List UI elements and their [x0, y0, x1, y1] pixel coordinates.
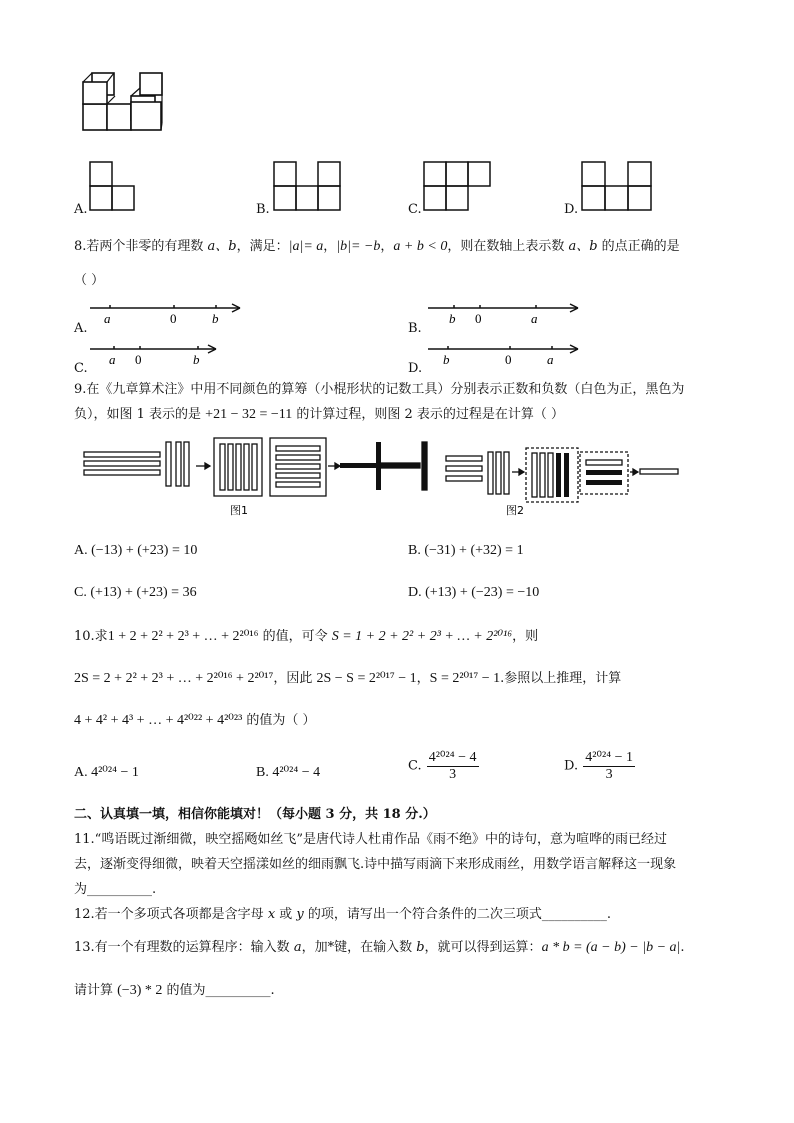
q10-line3: [74, 712, 316, 730]
q9-option-a[interactable]: A. (−13) + (+23) = 10: [74, 543, 198, 558]
q11-line3[interactable]: 为__________.: [74, 882, 157, 897]
q10-option-d[interactable]: [564, 750, 635, 783]
q8-option-a-numberline: [90, 300, 250, 324]
q7-option-a-figure: [88, 160, 138, 212]
q10-diff-expr: 2S − S = 2²⁰¹⁷ − 1: [316, 671, 417, 686]
q8-option-b-label[interactable]: B.: [408, 321, 422, 336]
q9-line1: 9.在《九章算术注》中用不同颜色的算筹（小棍形状的记数工具）分别表示正数和负数（白色为正，黑色为: [74, 382, 685, 397]
q11-line2: 去，逐渐变得细微，映着天空摇漾如丝的细雨飘飞.诗中描写雨滴下来形成雨丝，用数学语言解释这一现象: [74, 857, 677, 872]
q8-stem-vars: a、b: [207, 239, 237, 254]
q8-a-point1: a: [104, 311, 111, 326]
q12-line: [74, 906, 611, 924]
q10-2s-expr: 2S = 2 + 2² + 2³ + … + 2²⁰¹⁶ + 2²⁰¹⁷: [74, 671, 274, 686]
q8-b-point2: 0: [475, 311, 482, 326]
q11-line1: 11.“鸣语既过渐细微，映空摇飏如丝飞”是唐代诗人杜甫作品《雨不绝》中的诗句，意为喧哗的雨已经过: [74, 832, 667, 847]
q10-line2: [74, 670, 621, 688]
q10-option-c[interactable]: [408, 750, 479, 783]
q7-solid-figure: [75, 68, 175, 138]
q13-line2: [74, 982, 275, 1000]
q9-option-b[interactable]: B. (−31) + (+32) = 1: [408, 543, 524, 558]
q8-cond3: a + b < 0: [393, 239, 448, 254]
q8-d-point1: b: [443, 352, 450, 367]
q9-figure-1: [84, 438, 384, 518]
q10-line1-a: 10.求: [74, 629, 108, 644]
q10-line2-a: ，因此: [273, 671, 317, 686]
q10-option-c-num: 4²⁰²⁴ − 4: [428, 750, 477, 765]
q8-answer-paren: （ ）: [74, 273, 105, 288]
q8-option-a-label[interactable]: A.: [74, 321, 88, 336]
q13-line2-b[interactable]: 的值为__________.: [162, 983, 275, 998]
q8-sep1: ，: [323, 239, 337, 254]
q10-option-c-label: C.: [408, 758, 422, 774]
q10-option-d-fraction: [583, 750, 635, 783]
q7-option-b-figure: [272, 160, 344, 212]
q10-line2-b: ，: [416, 671, 430, 686]
q7-option-c-label[interactable]: C.: [408, 202, 422, 217]
q10-s-expr: S = 1 + 2 + 2² + 2³ + … + 2²⁰¹⁶: [331, 629, 513, 644]
q8-stem-part3: ，则在数轴上表示数: [447, 239, 569, 254]
q8-c-point3: b: [193, 352, 200, 367]
q9-figure-2: [380, 438, 680, 518]
q13-line1: [74, 939, 685, 957]
q8-option-d-numberline: [428, 341, 588, 365]
q12-line-c[interactable]: 的项，请写出一个符合条件的二次三项式__________.: [303, 907, 612, 922]
q8-stem-vars2: a、b: [568, 239, 598, 254]
q10-option-c-fraction: [427, 750, 479, 783]
q13-formula: a * b = (a − b) − |b − a|: [541, 940, 681, 955]
q10-option-c-den: 3: [449, 767, 457, 782]
q7-option-d-figure: [580, 160, 654, 212]
q12-line-a: 12.若一个多项式各项都是含字母: [74, 907, 268, 922]
q7-option-b-label[interactable]: B.: [256, 202, 270, 217]
q8-a-point2: 0: [170, 311, 177, 326]
q10-option-a[interactable]: A. 4²⁰²⁴ − 1: [74, 765, 139, 780]
q8-d-point3: a: [547, 352, 554, 367]
q13-line-c: ，就可以得到运算：: [424, 940, 542, 955]
q10-series-expr: 1 + 2 + 2² + 2³ + … + 2²⁰¹⁶: [107, 629, 259, 644]
q10-line1: [74, 628, 538, 646]
q10-line3-a: 的值为（ ）: [242, 713, 316, 728]
q8-stem-part1: 8.若两个非零的有理数: [74, 239, 208, 254]
q8-b-point3: a: [531, 311, 538, 326]
q9-fig2-caption: 图2: [506, 504, 524, 517]
q9-line2-a: 负），如图 1 表示的是: [74, 407, 206, 422]
q8-c-point2: 0: [135, 352, 142, 367]
q8-d-point2: 0: [505, 352, 512, 367]
q8-stem-part4: 的点正确的是: [597, 239, 680, 254]
q13-line-d: .: [680, 940, 685, 955]
q8-cond2: |b|= −b: [336, 239, 381, 254]
q13-line-b: ，加*键，在输入数: [301, 940, 417, 955]
q13-var-a: a: [293, 940, 302, 955]
q10-line1-b: 的值，可令: [258, 629, 332, 644]
q9-option-c[interactable]: C. (+13) + (+23) = 36: [74, 585, 197, 600]
q7-option-d-label[interactable]: D.: [564, 202, 579, 217]
q8-option-d-label[interactable]: D.: [408, 361, 423, 376]
q13-expr: (−3) * 2: [117, 983, 163, 998]
q13-line-a: 13.有一个有理数的运算程序：输入数: [74, 940, 294, 955]
section-2-heading: 二、认真填一填，相信你能填对！（每小题 3 分，共 18 分.）: [74, 807, 436, 822]
q10-line1-c: ，则: [512, 629, 539, 644]
q9-line2-b: 的计算过程，则图 2 表示的过程是在计算（ ）: [292, 407, 565, 422]
q10-option-d-num: 4²⁰²⁴ − 1: [585, 750, 633, 765]
q9-option-d[interactable]: D. (+13) + (−23) = −10: [408, 585, 540, 600]
q10-line2-c: .参照以上推理，计算: [500, 671, 622, 686]
q10-s-result: S = 2²⁰¹⁷ − 1: [429, 671, 501, 686]
q12-var-x: x: [267, 907, 276, 922]
q10-option-b[interactable]: B. 4²⁰²⁴ − 4: [256, 765, 321, 780]
q8-option-c-label[interactable]: C.: [74, 361, 88, 376]
q8-option-b-numberline: [428, 300, 588, 324]
q8-b-point1: b: [449, 311, 456, 326]
q9-equation: +21 − 32 = −11: [205, 407, 293, 422]
q8-a-point3: b: [212, 311, 219, 326]
q9-fig1-caption: 图1: [230, 504, 248, 517]
q7-option-c-figure: [422, 160, 494, 212]
q8-sep2: ，: [380, 239, 394, 254]
q13-var-b: b: [416, 940, 425, 955]
q8-c-point1: a: [109, 352, 116, 367]
q8-stem-part2: ，满足：: [236, 239, 289, 254]
q10-option-d-den: 3: [605, 767, 613, 782]
q12-line-b: 或: [275, 907, 297, 922]
q12-var-y: y: [296, 907, 304, 922]
q7-option-a-label[interactable]: A.: [74, 202, 88, 217]
q10-option-d-label: D.: [564, 758, 579, 774]
q9-line2: [74, 406, 564, 424]
q8-cond1: |a|= a: [288, 239, 324, 254]
q13-line2-a: 请计算: [74, 983, 118, 998]
q10-target-expr: 4 + 4² + 4³ + … + 4²⁰²² + 4²⁰²³: [74, 713, 243, 728]
q8-option-c-numberline: [90, 341, 230, 365]
q8-stem: [74, 238, 680, 256]
